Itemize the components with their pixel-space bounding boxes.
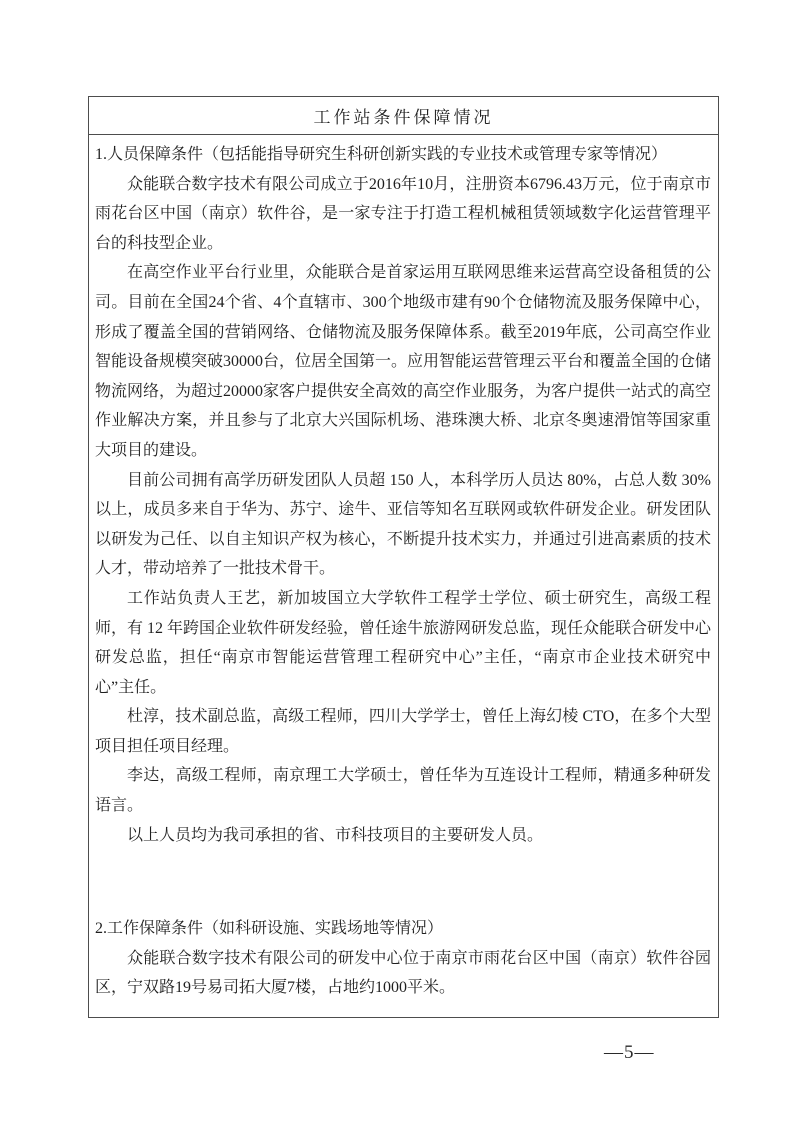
section-2-paragraph: 众能联合数字技术有限公司的研发中心位于南京市雨花台区中国（南京）软件谷园区，宁双路19号易司拓大厦7楼，占地约1000平米。 xyxy=(95,949,711,997)
section-1-heading: 1.人员保障条件（包括能指导研究生科研创新实践的专业技术或管理专家等情况） xyxy=(95,146,668,163)
section-1-paragraph: 众能联合数字技术有限公司成立于2016年10月，注册资本6796.43万元，位于南京市雨花台区中国（南京）软件谷，是一家专注于打造工程机械租赁领域数字化运营管理平台的科技型企业。 xyxy=(95,175,711,252)
page-number: —5— xyxy=(604,1042,655,1063)
table-title: 工作站条件保障情况 xyxy=(313,108,494,127)
section-1-paragraph: 李达，高级工程师，南京理工大学硕士，曾任华为互连设计工程师，精通多种研发语言。 xyxy=(95,767,711,815)
section-1-paragraph: 在高空作业平台行业里，众能联合是首家运用互联网思维来运营高空设备租赁的公司。目前在全国24个省、4个直辖市、300个地级市建有90个仓储物流及服务保障中心，形成了覆盖全国的营销网络、仓储物流及服务保障体系。截至2019年底，公司高空作业智能设备规模突破30000台，位居全国第一。应用智能运营管理云平台和覆盖全国的仓储物流网络，为超过20000家客户提供安全高效的高空作业服务，为客户提供一站式的高空作业解决方案，并且参与了北京大兴国际机场、港珠澳大桥、北京冬奥速滑馆等国家重大项目的建设。 xyxy=(95,264,712,459)
table-body-cell xyxy=(89,135,718,1017)
table-title-row xyxy=(89,97,718,135)
workstation-conditions-table xyxy=(88,96,719,1018)
section-1-paragraph: 杜淳，技术副总监，高级工程师，四川大学学士，曾任上海幻棱 CTO，在多个大型项目担任项目经理。 xyxy=(95,708,711,755)
section-2-heading: 2.工作保障条件（如科研设施、实践场地等情况） xyxy=(95,920,444,938)
section-divider-gap xyxy=(95,850,711,914)
section-1-paragraph: 以上人员均为我司承担的省、市科技项目的主要研发人员。 xyxy=(127,826,544,844)
section-1-paragraph: 目前公司拥有高学历研发团队人员超 150 人，本科学历人员达 80%，占总人数 30%以上，成员多来自于华为、苏宁、途牛、亚信等知名互联网或软件研发企业。研发团队以研发为己任、以自主知识产权为核心，不断提升技术实力，并通过引进高素质的技术人才，带动培养了一批技术骨干。 xyxy=(95,471,711,578)
section-1-paragraph: 工作站负责人王艺，新加坡国立大学软件工程学士学位、硕士研究生，高级工程师，有 12 年跨国企业软件研发经验，曾任途牛旅游网研发总监，现任众能联合研发中心研发总监，担任“南京市智能运营管理工程研究中心”主任，“南京市企业技术研究中心”主任。 xyxy=(95,589,712,696)
